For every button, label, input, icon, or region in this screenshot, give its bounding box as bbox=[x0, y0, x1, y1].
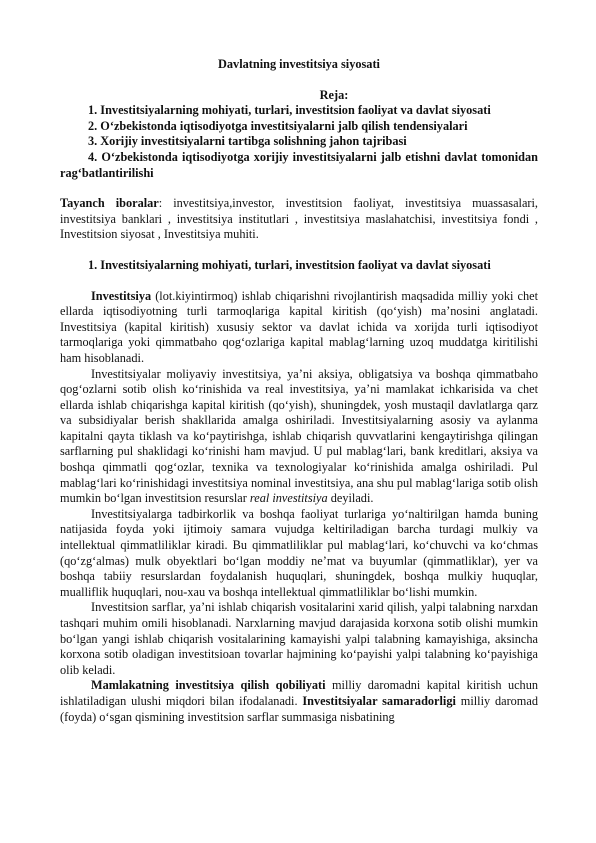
plan-heading: Reja: bbox=[319, 87, 349, 102]
plan-list bbox=[60, 103, 538, 181]
term-investitsiya: Investitsiya bbox=[91, 288, 152, 303]
paragraph-2 bbox=[60, 367, 538, 507]
document-title: Davlatning investitsiya siyosati bbox=[218, 57, 380, 71]
paragraph-1-text: (lot.kiyintirmoq) ishlab chiqarishni rivojlantirish maqsadida milliy yoki chet ellarda iqtisodiyotning turli tarmoqlariga kapital kiritish (qo‘yish) ma’nosini anglatadi. Investitsiya (kapital kiritish) xususiy sektor va davlat ichida va xorijda turli iqtisodiyot tarmoqlariga yoki qimmatbaho qog‘ozlariga kapital mablag‘larning uzoq muddatga kiritilishi ham hisoblanadi. bbox=[60, 288, 538, 365]
section-heading: 1. Investitsiyalarning mohiyati, turlari, investitsion faoliyat va davlat siyosati bbox=[88, 257, 491, 272]
keywords-label: Tayanch iboralar bbox=[60, 196, 159, 211]
plan-item-1: 1. Investitsiyalarning mohiyati, turlari, investitsion faoliyat va davlat siyosati bbox=[88, 103, 491, 118]
paragraph-5-text-1: milliy daromadni kapital kiritish uchun ishlatiladigan ulushi miqdori bilan ifodalanadi. bbox=[60, 678, 538, 708]
keywords-text: : investitsiya,investor, investitsion faoliyat, investitsiya muassasalari, investitsiya banklari , investitsiya institutlari , investitsiya maslahatchisi, investitsiya fondi , Investitsion siyosat , Investitsiya muhiti. bbox=[60, 196, 538, 242]
plan-item-2: 2. O‘zbekistonda iqtisodiyotga investitsiyalarni jalb qilish tendensiyalari bbox=[88, 118, 468, 133]
term-real-investitsiya: real investitsiya bbox=[249, 491, 328, 506]
paragraph-2-end: deyiladi. bbox=[327, 491, 374, 506]
paragraph-5 bbox=[60, 678, 538, 725]
paragraph-3: Investitsiyalarga tadbirkorlik va boshqa faoliyat turlariga yo‘naltirilgan hamda buning natijasida foyda yoki ijtimoiy samara vujudga keltiriladigan barcha turdagi mulkiy va intellektual qimmatliliklar kiradi. Bu qimmatliliklar pul mablag‘lari, ko‘chuvchi va ko‘chmas (qo‘zg‘almas) mulk obyektlari bo‘lgan moddiy ne’mat va buyumlar (qimmatliklar), yer va boshqa tabiiy resurslardan foydalanish huquqlari, shuningdek, boshqa mulkiy huquqlar, mualliflik huquqlari, nou-xau va boshqa intellektual qimmatliliklar bo‘lishi mumkin. bbox=[60, 506, 538, 599]
keywords-paragraph bbox=[60, 196, 538, 243]
paragraph-1 bbox=[60, 289, 538, 367]
term-investitsiya-qobiliyati: Mamlakatning investitsiya qilish qobiliyati bbox=[91, 678, 326, 693]
plan-item-3: 3. Xorijiy investitsiyalarni tartibga solishning jahon tajribasi bbox=[88, 134, 407, 149]
paragraph-4: Investitsion sarflar, ya’ni ishlab chiqarish vositalarini xarid qilish, yalpi talabning narxdan tashqari muhim omili hisoblanadi. Narxlarning mavjud darajasida korxona sotib olishi mumkin bo‘lgan yangi ishlab chiqarish vositalarining kamayishi yalpi talabning kamayishiga, aksincha korxona sotib oladigan investitsioan tovarlar hajmining ko‘payishi yalpi talabning ko‘payishiga olib keladi. bbox=[60, 600, 538, 677]
term-investitsiyalar-samaradorligi: Investitsiyalar samaradorligi bbox=[302, 693, 456, 708]
paragraph-5-text-2: milliy daromad (foyda) o‘sgan qismining investitsion sarflar summasiga nisbatining bbox=[60, 693, 538, 724]
paragraph-2-text: Investitsiyalar moliyaviy investitsiya, ya’ni aksiya, obligatsiya va boshqa qimmatbaho qog‘ozlarni sotib olish ko‘rinishida va real investitsiya, ya’ni mamlakat ichkarisida va chet ellarda ishlab chiqarishga kapital kiritish (qo‘yish), shuningdek, yosh mustaqil davlatlarga qarz va subsidiyalar berish shakllarida amalga oshiriladi. Investitsiyalarning asosiy va aylanma kapitalni qayta tiklash va ko‘paytirishga, ishlab chiqarish quvvatlarini kengaytirishga qilingan sarflarning pul shaklidagi ko‘rinishi ham mavjud. U pul mablag‘lari, bank kreditlari, aksiya va boshqa qimmatli qog‘ozlar, texnika va texnologiyalar ko‘rinishida amalga oshiriladi. Pul mablag‘lari ko‘rinishidagi investitsiya nominal investitsiya, ana shu pul mablag‘lariga sotib olish mumkin bo‘lgan investitsion resurslar bbox=[60, 366, 538, 506]
plan-item-4: 4. O‘zbekistonda iqtisodiyotga xorijiy investitsiyalarni jalb etishni davlat tomonidan rag‘batlantirilishi bbox=[60, 149, 538, 180]
